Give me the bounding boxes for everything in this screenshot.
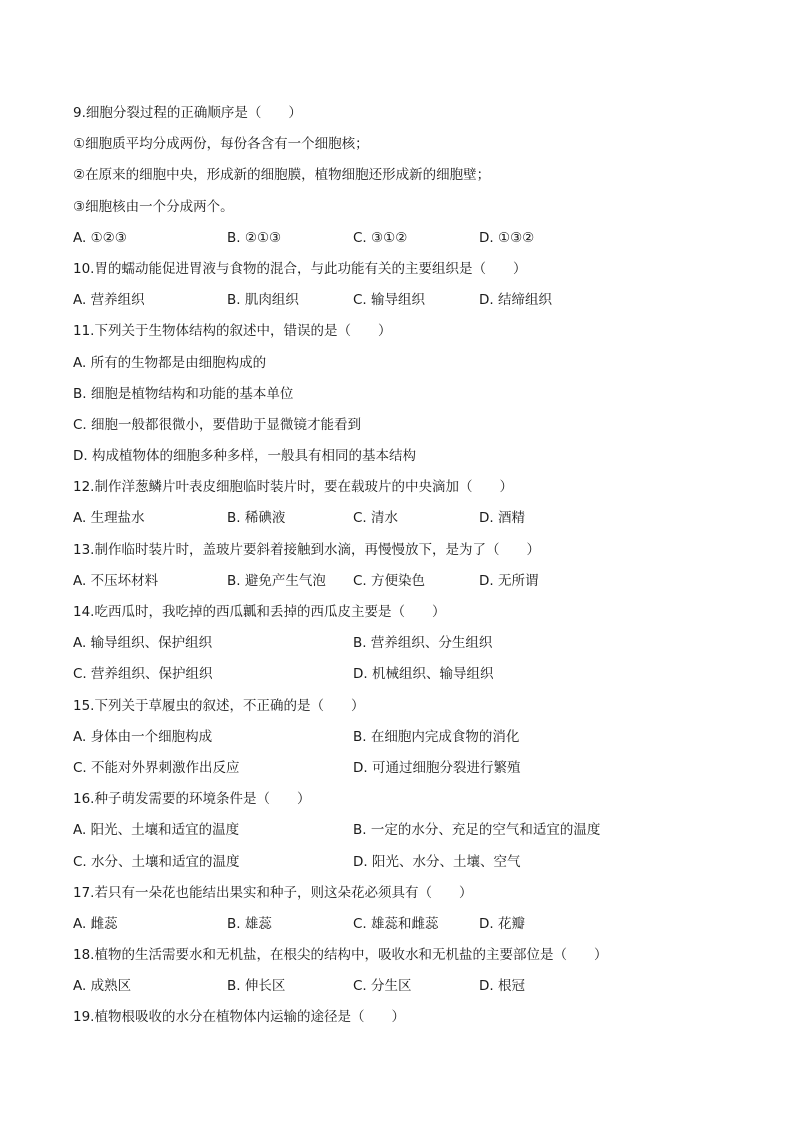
option-text: B. 在细胞内完成食物的消化: [353, 728, 520, 745]
option-text: A. 阳光、土壤和适宜的温度: [73, 822, 240, 839]
option-text: C. 方便染色: [353, 572, 426, 589]
option-text: B. 雄蕊: [227, 915, 272, 932]
options-row: [73, 815, 723, 846]
options-row: [73, 971, 723, 1002]
option-text: A. 营养组织: [73, 292, 145, 309]
question-list: [73, 98, 723, 1034]
question-line: 14.吃西瓜时，我吃掉的西瓜瓤和丢掉的西瓜皮主要是（ ）: [73, 604, 446, 620]
option-text: B. 营养组织、分生组织: [353, 635, 493, 652]
question-line: 15.下列关于草履虫的叙述，不正确的是（ ）: [73, 697, 365, 714]
question-line: B. 细胞是植物结构和功能的基本单位: [73, 385, 294, 402]
option-text: D. 酒精: [479, 510, 525, 527]
question-line: 13.制作临时装片时，盖玻片要斜着接触到水滴，再慢慢放下，是为了（ ）: [73, 541, 540, 558]
options-row: [73, 628, 723, 659]
option-text: C. 水分、土壤和适宜的温度: [73, 853, 240, 870]
question-line: 11.下列关于生物体结构的叙述中，错误的是（ ）: [73, 323, 392, 340]
option-text: D. 结缔组织: [479, 292, 552, 309]
question-line: ③细胞核由一个分成两个。: [73, 198, 234, 215]
option-text: D. 花瓣: [479, 915, 525, 932]
option-text: A. 输导组织、保护组织: [73, 635, 213, 652]
options-row: [73, 909, 723, 940]
option-text: C. 输导组织: [353, 292, 426, 309]
option-text: C. 不能对外界刺激作出反应: [73, 759, 240, 776]
option-text: A. 身体由一个细胞构成: [73, 728, 213, 745]
question-line: C. 细胞一般都很微小，要借助于显微镜才能看到: [73, 416, 362, 433]
question-line: ②在原来的细胞中央，形成新的细胞膜，植物细胞还形成新的细胞壁；: [73, 167, 491, 184]
question-line: A. 所有的生物都是由细胞构成的: [73, 354, 267, 371]
option-text: C. ③①②: [353, 229, 408, 246]
option-text: D. 机械组织、输导组织: [353, 666, 494, 683]
question-line: D. 构成植物体的细胞多种多样，一般具有相同的基本结构: [73, 448, 416, 465]
option-text: B. 肌肉组织: [227, 292, 299, 309]
question-line: 10.胃的蠕动能促进胃液与食物的混合，与此功能有关的主要组织是（ ）: [73, 260, 527, 277]
option-text: B. 避免产生气泡: [227, 572, 326, 589]
options-row: [73, 503, 723, 534]
option-text: C. 雄蕊和雌蕊: [353, 915, 439, 932]
question-line: 17.若只有一朵花也能结出果实和种子，则这朵花必须具有（ ）: [73, 884, 473, 901]
option-text: A. ①②③: [73, 229, 127, 246]
question-line: 19.植物根吸收的水分在植物体内运输的途径是（ ）: [73, 1009, 405, 1026]
option-text: D. 根冠: [479, 978, 525, 995]
question-line: 12.制作洋葱鳞片叶表皮细胞临时装片时，要在载玻片的中央滴加（ ）: [73, 479, 513, 496]
options-row: [73, 722, 723, 753]
question-line: 16.种子萌发需要的环境条件是（ ）: [73, 791, 311, 808]
option-text: B. ②①③: [227, 229, 282, 246]
option-text: D. 可通过细胞分裂进行繁殖: [353, 759, 521, 776]
question-line: 9.细胞分裂过程的正确顺序是（ ）: [73, 105, 302, 121]
options-row: [73, 847, 723, 878]
question-line: ①细胞质平均分成两份，每份各含有一个细胞核；: [73, 136, 369, 153]
options-row: [73, 753, 723, 784]
option-text: D. 无所谓: [479, 572, 539, 589]
options-row: [73, 566, 723, 597]
option-text: C. 分生区: [353, 978, 412, 995]
options-row: [73, 285, 723, 316]
option-text: D. ①③②: [479, 229, 535, 246]
option-text: A. 不压坏材料: [73, 572, 159, 589]
option-text: A. 生理盐水: [73, 510, 145, 527]
option-text: B. 一定的水分、充足的空气和适宜的温度: [353, 822, 601, 839]
option-text: C. 清水: [353, 510, 399, 527]
options-row: [73, 223, 723, 254]
options-row: [73, 659, 723, 690]
option-text: D. 阳光、水分、土壤、空气: [353, 853, 521, 870]
option-text: A. 成熟区: [73, 978, 132, 995]
option-text: B. 伸长区: [227, 978, 286, 995]
option-text: B. 稀碘液: [227, 510, 286, 527]
question-line: 18.植物的生活需要水和无机盐，在根尖的结构中，吸收水和无机盐的主要部位是（ ）: [73, 947, 608, 964]
option-text: C. 营养组织、保护组织: [73, 666, 213, 683]
option-text: A. 雌蕊: [73, 915, 118, 932]
